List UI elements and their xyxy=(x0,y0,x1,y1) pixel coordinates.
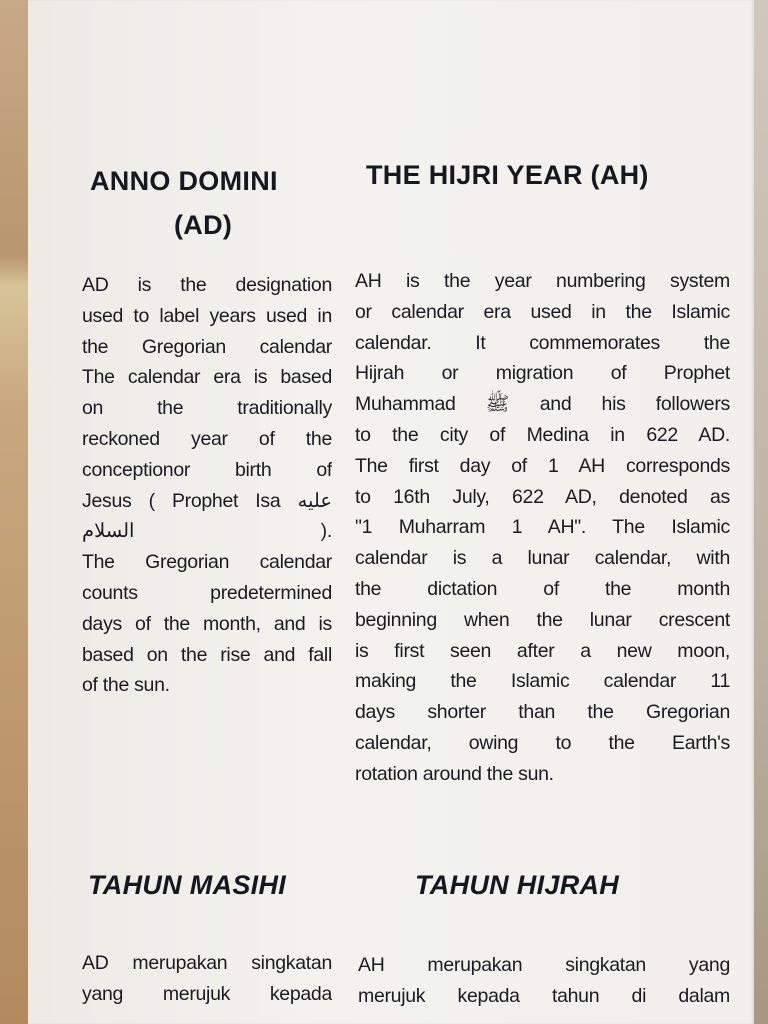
text-line: yang merujuk kepada xyxy=(82,982,332,1005)
text-line: Jesus ( Prophet Isa عليه السلام ). xyxy=(82,489,332,543)
ad-description xyxy=(82,270,332,701)
text-line: or calendar era used in the Islamic xyxy=(355,300,730,323)
heading-ad: (AD) xyxy=(174,210,233,240)
text-line: the Gregorian calendar xyxy=(82,335,332,358)
text-line: Muhammad ﷺ and his followers xyxy=(355,393,730,416)
text-line: conceptionor birth of xyxy=(82,458,332,481)
heading-tahun-masihi: TAHUN MASIHI xyxy=(88,870,287,900)
text-line: "1 Muharram 1 AH". The Islamic xyxy=(355,516,730,539)
text-line: of the sun. xyxy=(82,674,170,697)
text-line: is first seen after a new moon, xyxy=(355,639,730,662)
text-line: The Gregorian calendar xyxy=(82,551,332,574)
heading-hijri-year: THE HIJRI YEAR (AH) xyxy=(366,160,649,190)
text-line: based on the rise and fall xyxy=(82,643,332,666)
text-line: AH merupakan singkatan yang xyxy=(358,954,730,976)
text-line: The first day of 1 AH corresponds xyxy=(355,454,730,477)
text-line: days shorter than the Gregorian xyxy=(355,701,730,724)
text-line: reckoned year of the xyxy=(82,427,332,450)
text-line: AD merupakan singkatan xyxy=(82,952,332,974)
ah-description xyxy=(355,266,730,790)
text-line: calendar, owing to the Earth's xyxy=(355,731,730,754)
text-line: the dictation of the month xyxy=(355,577,730,600)
text-line: counts predetermined xyxy=(82,581,332,604)
text-line: The calendar era is based xyxy=(82,366,332,389)
hijrah-description xyxy=(358,950,730,1012)
masihi-description xyxy=(82,948,332,1010)
text-line: calendar. It commemorates the xyxy=(355,331,730,354)
text-line: making the Islamic calendar 11 xyxy=(355,670,730,693)
text-line: AD is the designation xyxy=(82,274,332,296)
text-line: used to label years used in xyxy=(82,304,332,327)
text-line: beginning when the lunar crescent xyxy=(355,608,730,631)
text-line: on the traditionally xyxy=(82,397,332,420)
text-line: Hijrah or migration of Prophet xyxy=(355,362,730,385)
text-line: to the city of Medina in 622 AD. xyxy=(355,423,730,446)
text-line: AH is the year numbering system xyxy=(355,270,730,292)
text-line: merujuk kepada tahun di dalam xyxy=(358,984,730,1007)
background-wall-left xyxy=(0,0,30,1024)
text-line: rotation around the sun. xyxy=(355,762,554,785)
heading-anno-domini: ANNO DOMINI xyxy=(90,166,278,196)
heading-tahun-hijrah: TAHUN HIJRAH xyxy=(415,870,620,900)
text-line: calendar is a lunar calendar, with xyxy=(355,547,730,570)
text-line: to 16th July, 622 AD, denoted as xyxy=(355,485,730,508)
text-line: days of the month, and is xyxy=(82,612,332,635)
